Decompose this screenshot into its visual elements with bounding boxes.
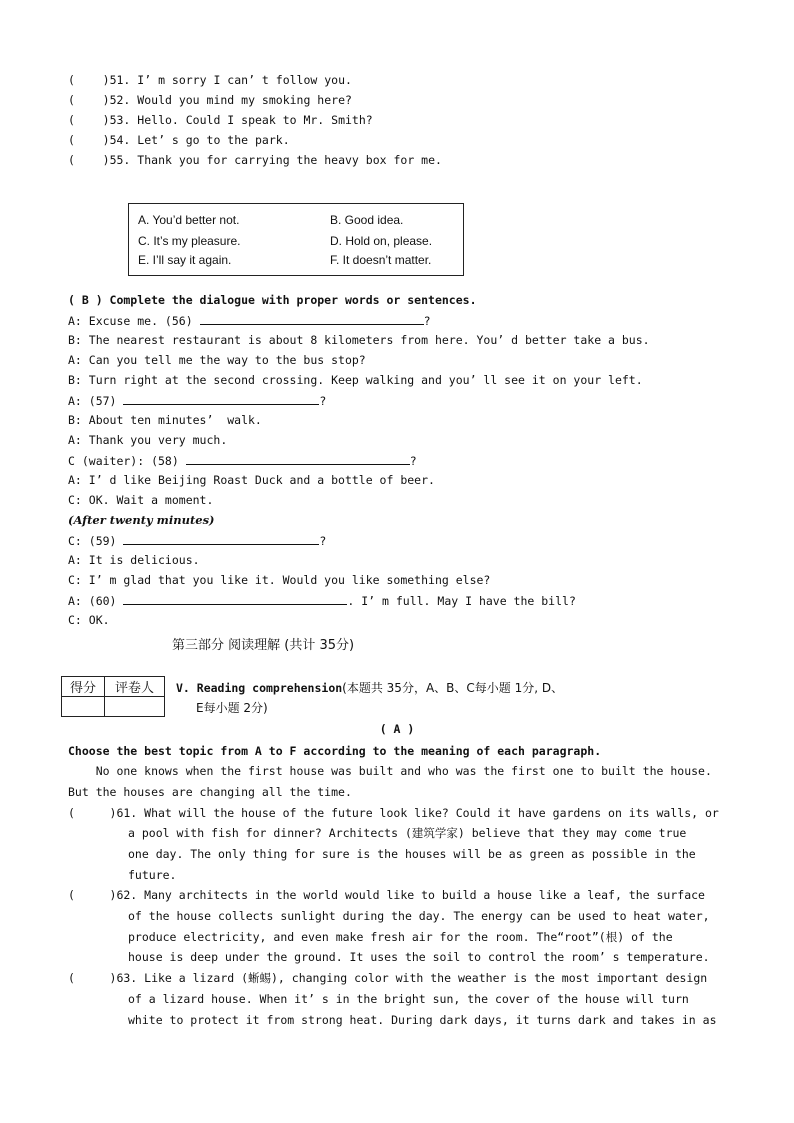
part-b-heading: ( B ) Complete the dialogue with proper words or sentences. bbox=[68, 293, 477, 307]
question-51: ( )51. I’ m sorry I can’ t follow you. bbox=[68, 73, 352, 87]
reading-a-label: ( A ) bbox=[379, 722, 415, 736]
question-52: ( )52. Would you mind my smoking here? bbox=[68, 93, 352, 107]
dialogue-line: A: Can you tell me the way to the bus stop? bbox=[68, 353, 366, 367]
dialogue-line: B: The nearest restaurant is about 8 kilometers from here. You’ d better take a bus. bbox=[68, 333, 650, 347]
section-v-title: V. Reading comprehension(本题共 35分，A、B、C每小题 1分, D、 bbox=[176, 681, 564, 695]
dialogue-line: C: OK. Wait a moment. bbox=[68, 493, 214, 507]
dialogue-line-59: C: (59) ? bbox=[68, 534, 327, 548]
option-a: A. You’d better not. bbox=[138, 213, 240, 227]
paragraph-line: produce electricity, and even make fresh air for the room. The“root”(根) of the bbox=[128, 930, 673, 944]
answer-blank-59[interactable] bbox=[123, 533, 319, 545]
dialogue-line: C: OK. bbox=[68, 613, 110, 627]
dialogue-line: B: Turn right at the second crossing. Keep walking and you’ ll see it on your left. bbox=[68, 373, 643, 387]
answer-blank-56[interactable] bbox=[200, 313, 424, 325]
option-c: C. It’s my pleasure. bbox=[138, 234, 241, 248]
question-53: ( )53. Hello. Could I speak to Mr. Smith? bbox=[68, 113, 373, 127]
dialogue-line: A: It is delicious. bbox=[68, 553, 200, 567]
option-f: F. It doesn’t matter. bbox=[330, 253, 432, 267]
paragraph-line: ( )63. Like a lizard (蜥蜴), changing color with the weather is the most important design bbox=[68, 971, 708, 985]
paragraph-line: house is deep under the ground. It uses the soil to control the room’ s temperature. bbox=[128, 950, 710, 964]
stage-direction: (After twenty minutes) bbox=[68, 513, 215, 527]
score-cell[interactable] bbox=[62, 697, 105, 717]
question-54: ( )54. Let’ s go to the park. bbox=[68, 133, 290, 147]
paragraph-line: a pool with fish for dinner? Architects (建筑学家) believe that they may come true bbox=[128, 826, 687, 840]
option-d: D. Hold on, please. bbox=[330, 234, 433, 248]
reading-a-instruction: Choose the best topic from A to F according to the meaning of each paragraph. bbox=[68, 744, 602, 758]
reading-a-intro: But the houses are changing all the time. bbox=[68, 785, 352, 799]
option-e: E. I’ll say it again. bbox=[138, 253, 232, 267]
score-table bbox=[61, 676, 165, 717]
dialogue-line-57: A: (57) ? bbox=[68, 394, 327, 408]
dialogue-line: A: Thank you very much. bbox=[68, 433, 228, 447]
paragraph-line: of a lizard house. When it’ s in the bright sun, the cover of the house will turn bbox=[128, 992, 689, 1006]
reading-a-intro: No one knows when the first house was built and who was the first one to built the house. bbox=[68, 764, 712, 778]
paragraph-line: ( )61. What will the house of the future look like? Could it have gardens on its walls, or bbox=[68, 806, 719, 820]
part3-title: 第三部分 阅读理解 (共计 35分) bbox=[172, 638, 355, 653]
paragraph-line: future. bbox=[128, 868, 177, 882]
grader-cell[interactable] bbox=[105, 697, 165, 717]
dialogue-line: A: I’ d like Beijing Roast Duck and a bottle of beer. bbox=[68, 473, 435, 487]
answer-blank-57[interactable] bbox=[123, 393, 319, 405]
score-label: 得分 bbox=[62, 677, 105, 697]
grader-label: 评卷人 bbox=[105, 677, 165, 697]
option-b: B. Good idea. bbox=[330, 213, 404, 227]
dialogue-line: C: I’ m glad that you like it. Would you like something else? bbox=[68, 573, 491, 587]
dialogue-line-60: A: (60) . I’ m full. May I have the bill? bbox=[68, 594, 576, 608]
dialogue-line-56: A: Excuse me. (56) ? bbox=[68, 314, 431, 328]
answer-blank-60[interactable] bbox=[123, 593, 347, 605]
options-box bbox=[128, 203, 464, 276]
section-v-title-line2: E每小题 2分) bbox=[196, 701, 268, 715]
paragraph-line: ( )62. Many architects in the world would like to build a house like a leaf, the surface bbox=[68, 888, 705, 902]
question-55: ( )55. Thank you for carrying the heavy box for me. bbox=[68, 153, 442, 167]
answer-blank-58[interactable] bbox=[186, 453, 410, 465]
paragraph-line: white to protect it from strong heat. During dark days, it turns dark and takes in as bbox=[128, 1013, 717, 1027]
dialogue-line: B: About ten minutes’ walk. bbox=[68, 413, 262, 427]
dialogue-line-58: C (waiter): (58) ? bbox=[68, 454, 417, 468]
paragraph-line: of the house collects sunlight during the day. The energy can be used to heat water, bbox=[128, 909, 710, 923]
paragraph-line: one day. The only thing for sure is the houses will be as green as possible in the bbox=[128, 847, 696, 861]
